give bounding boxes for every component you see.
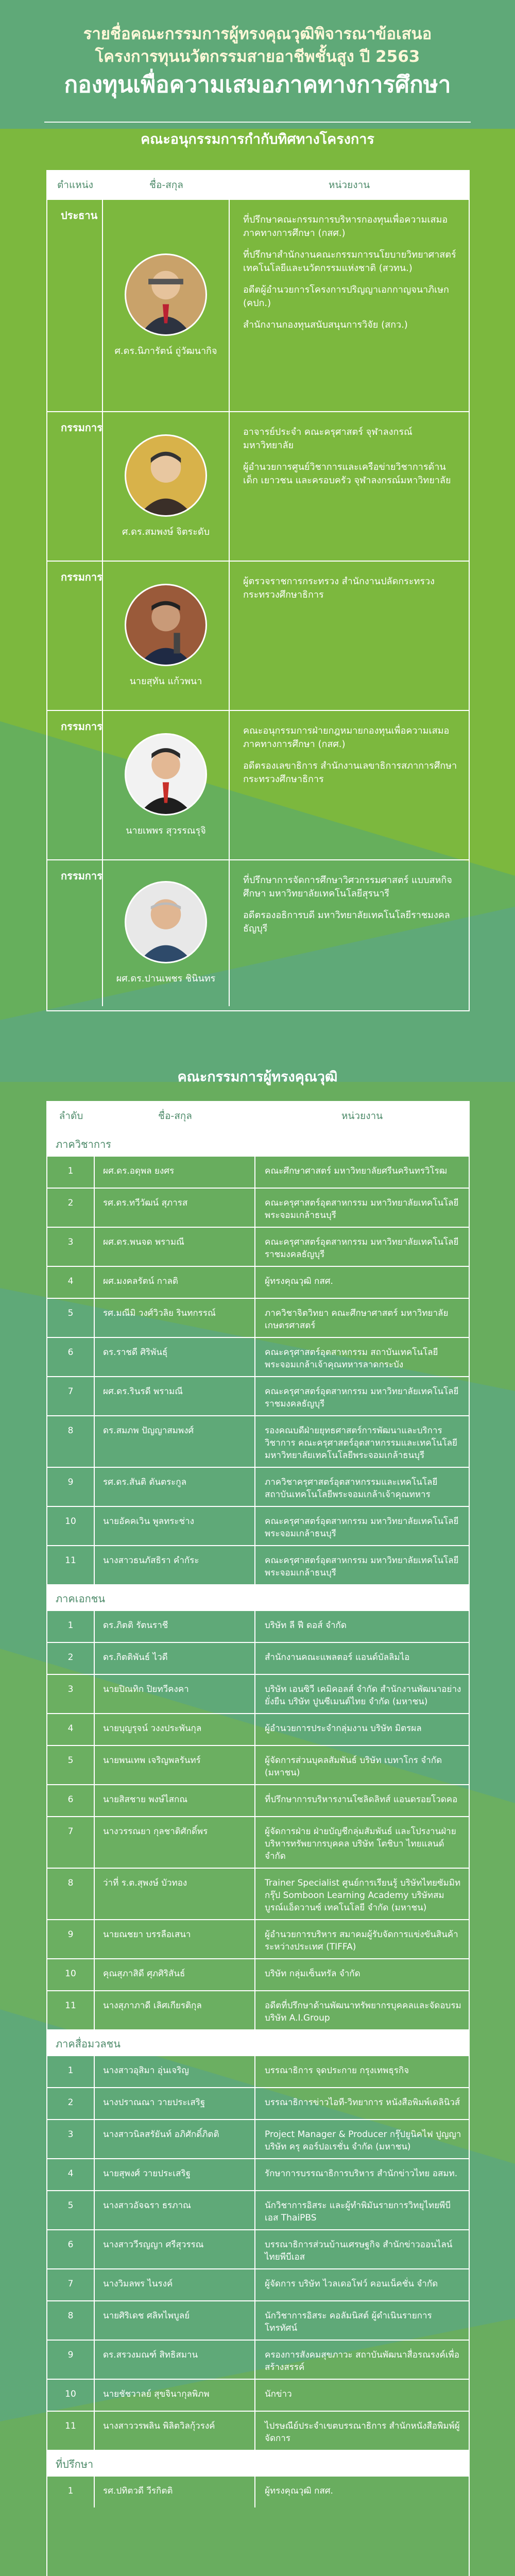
- member-name: นายสิสชาย พงษ์ไสกณ: [95, 1785, 255, 1816]
- section2-title: คณะกรรมการผู้ทรงคุณวุฒิ: [177, 1069, 338, 1085]
- expert-committee-table: [46, 1101, 470, 2576]
- member-org: Project Manager & Producer กรุ๊ปยูนิคไฟ ปูญญา บริษัท ครุ คอร์ปอเรชั่น จำกัด (มหาชน): [265, 2129, 461, 2152]
- member-org: ผู้อำนวยการประจำกลุ่มงาน บริษัท มิตรผล: [265, 1723, 422, 1734]
- avatar: [125, 584, 207, 666]
- table-row: [47, 199, 469, 411]
- avatar: [125, 881, 207, 963]
- org-cell: [230, 860, 469, 1006]
- row-number: 4: [47, 1714, 95, 1745]
- person-name: นายสุทัน แก้วพนา: [129, 675, 202, 687]
- table-row: [47, 2340, 469, 2379]
- member-org: คณะครุศาสตร์อุตสาหกรรม มหาวิทยาลัยเทคโนโลยีราชมงคลธัญบุรี: [265, 1237, 459, 1260]
- member-name: ผศ.ดร.รินรดี พรามณี: [95, 1377, 255, 1415]
- person-cell: [103, 860, 230, 1006]
- member-name: ว่าที่ ร.ต.สุพงษ์ บัวทอง: [95, 1869, 255, 1919]
- table-row: [47, 1868, 469, 1919]
- member-name: รศ.ปทิตวดี วีรกิตติ: [95, 2477, 255, 2507]
- table-row: [47, 2268, 469, 2300]
- member-name: ดร.ภิตติ รัตนราชี: [95, 1611, 255, 1642]
- col-position-header: ตำแหน่ง: [57, 179, 94, 191]
- table-row: [47, 2379, 469, 2411]
- table-row: [47, 2158, 469, 2190]
- table-row: [47, 1610, 469, 1642]
- member-name: ดร.ราชดี ศิริพันธุ์: [95, 1338, 255, 1376]
- row-number: 6: [47, 2230, 95, 2268]
- org-line: ผู้อำนวยการศูนย์วิชาการและเครือข่ายวิชาการด้านเด็ก เยาวชน และครอบครัว จุฬาลงกรณ์มหาวิทยาลัย: [243, 462, 451, 486]
- member-name: นายบุญรุจน์ วงงประพันกุล: [95, 1714, 255, 1745]
- org-cell: [230, 412, 469, 561]
- table-row: [47, 2119, 469, 2158]
- person-name: ศ.ดร.นิภารัตน์ ถู่วัฒนากิจ: [114, 345, 217, 357]
- table-row: [47, 1337, 469, 1376]
- org-line: อดีตรองเลขาธิการ สำนักงานเลขาธิการสภาการศึกษา กระทรวงศึกษาธิการ: [243, 760, 457, 785]
- member-org: คณะครุศาสตร์อุตสาหกรรม มหาวิทยาลัยเทคโนโลยีพระจอมเกล้าธนบุรี: [265, 1555, 459, 1578]
- table-row: [47, 2229, 469, 2268]
- member-name: รศ.ดร.สันติ ตันตระกูล: [95, 1468, 255, 1506]
- member-org: คณะครุศาสตร์อุตสาหกรรม มหาวิทยาลัยเทคโนโลยีราชมงคลธัญบุรี: [265, 1386, 459, 1409]
- header-line-2: โครงการทุนนวัตกรรมสายอาชีพชั้นสูง ปี 2563: [95, 47, 420, 66]
- org-line: คณะอนุกรรมการฝ่ายกฎหมายกองทุนเพื่อความเสมอภาคทางการศึกษา (กสศ.): [243, 725, 450, 750]
- table-row: [47, 2055, 469, 2087]
- member-org: อดีตที่ปรึกษาด้านพัฒนาทรัพยากรบุคคลและจัดอบรม บริษัท A.I.Group: [265, 2001, 461, 2023]
- row-number: 2: [47, 1189, 95, 1227]
- row-number: 1: [47, 2477, 95, 2507]
- table-row: [47, 1919, 469, 1958]
- page-header: [0, 0, 515, 118]
- member-name: นางสาววรพลิน พิลิตวิลกุ้วรงค์: [95, 2412, 255, 2450]
- table-row: [47, 561, 469, 710]
- member-org: คณะครุศาสตร์อุตสาหกรรม มหาวิทยาลัยเทคโนโลยีพระจอมเกล้าธนบุรี: [265, 1516, 459, 1539]
- header-line-1: รายชื่อคณะกรรมการผู้ทรงคุณวุฒิพิจารณาข้อเสนอ: [83, 25, 432, 43]
- row-number: 3: [47, 2120, 95, 2158]
- row-number: 2: [47, 2088, 95, 2119]
- table-row: [47, 1713, 469, 1745]
- member-name: นายพนเทพ เจริญพลรันทร์: [95, 1746, 255, 1784]
- person-photo-icon: [126, 255, 205, 334]
- row-number: 10: [47, 1959, 95, 1990]
- group-header: ที่ปรึกษา: [47, 2450, 469, 2476]
- row-position: กรรมการ: [47, 562, 103, 710]
- col-no-header: ลำดับ: [59, 1110, 83, 1122]
- table-row: [47, 1958, 469, 1990]
- table-row: [47, 2087, 469, 2119]
- member-name: รศ.มณีมิ วงศ์วิวลิย รินทกรรณ์: [95, 1299, 255, 1337]
- table-row: [47, 1816, 469, 1868]
- member-name: นางสาวธนภัสธิรา คำกัระ: [95, 1546, 255, 1584]
- row-number: 5: [47, 2191, 95, 2229]
- table-body: [47, 1130, 469, 2507]
- table-row: [47, 2411, 469, 2450]
- member-name: นางสาวอัจฉรา ธรภาณ: [95, 2191, 255, 2229]
- table-row: [47, 1545, 469, 1584]
- avatar: [125, 733, 207, 816]
- row-number: 5: [47, 1746, 95, 1784]
- org-line: อดีตรองอธิการบดี มหาวิทยาลัยเทคโนโลยีราชมงคลธัญบุรี: [243, 910, 450, 934]
- row-number: 6: [47, 1338, 95, 1376]
- row-number: 11: [47, 1991, 95, 2029]
- table-row: [47, 2300, 469, 2340]
- person-name: นายเพพร สุวรรณรุจิ: [126, 825, 206, 836]
- table-row: [47, 1298, 469, 1337]
- row-position: ประธาน: [47, 200, 103, 411]
- table-row: [47, 1784, 469, 1816]
- member-name: นางปราณณา วายประเสริฐ: [95, 2088, 255, 2119]
- org-line: อดีตผู้อำนวยการโครงการปริญญาเอกกาญจนาภิเษก (คปก.): [243, 284, 449, 309]
- member-name: ดร.กิตติพันธ์ ไวดี: [95, 1643, 255, 1674]
- row-number: 5: [47, 1299, 95, 1337]
- person-name: ศ.ดร.สมพงษ์ จิตระดับ: [122, 526, 210, 537]
- member-org: สำนักงานคณะแพลตอร์ แอนด์บัลลิมไอ: [265, 1652, 410, 1663]
- row-position: กรรมการ: [47, 711, 103, 859]
- member-org: ผู้จัดการส่วนบุคลสัมพันธ์ บริษัท เบทาโกร จำกัด (มหาชน): [265, 1755, 442, 1778]
- member-name: ผศ.มงคลรัตน์ กาลติ: [95, 1267, 255, 1298]
- member-name: ผศ.ดร.อดุพล ยงศร: [95, 1157, 255, 1188]
- member-org: ผู้อำนวยการบริหาร สมาคมผู้รับจัดการแข่งขันสินค้าระหว่างประเทศ (TIFFA): [265, 1929, 458, 1952]
- member-org: นักวิชาการอิสระ คอลัมนิสต์ ผู้ดำเนินรายการโทรทัศน์: [265, 2311, 432, 2333]
- member-org: รักษาการบรรณาธิการบริหาร สำนักข่าวไทย อสมท.: [265, 2168, 458, 2179]
- org-cell: [230, 200, 469, 411]
- member-name: นางสาววีรญญา ศรีสุวรรณ: [95, 2230, 255, 2268]
- col-org-header: หน่วยงาน: [328, 179, 370, 191]
- table-row: [47, 1376, 469, 1415]
- group-header: ภาคสื่อมวลชน: [47, 2029, 469, 2055]
- member-name: รศ.ดร.ทวีวัฒน์ สุภารส: [95, 1189, 255, 1227]
- table-row: [47, 1990, 469, 2029]
- member-name: นางสาวนิลสรัยันท์ อภิศักดิ์ภิตติ: [95, 2120, 255, 2158]
- row-number: 11: [47, 2412, 95, 2450]
- member-org: ที่ปรึกษาการบริหารงานโซลิดลิทส์ แอนดรอยโวดคอ: [265, 1794, 458, 1805]
- person-cell: [103, 412, 230, 561]
- steering-committee-table: [46, 170, 470, 1011]
- row-number: 1: [47, 1157, 95, 1188]
- person-cell: [103, 200, 230, 411]
- member-org: บรรณาธิการส่วนบ้านเศรษฐกิจ สำนักข่าวออนไลน์ไทยพีบีเอส: [265, 2240, 453, 2262]
- org-line: ที่ปรึกษาคณะกรรมการบริหารกองทุนเพื่อความเสมอภาคทางการศึกษา (กสศ.): [243, 214, 448, 239]
- row-number: 8: [47, 1869, 95, 1919]
- member-org: Trainer Specialist ศูนย์การเรียนรู้ บริษัทไทยซัมมิทกรุ๊ป Somboon Learning Academy บริษัทสมบูรณ์แอ็ดวานซ์ เทคโนโลยี จำกัด (มหาชน): [265, 1878, 461, 1913]
- table-row: [47, 1506, 469, 1545]
- member-org: บรรณาธิการ จุดประกาย กรุงเทพธุรกิจ: [265, 2065, 409, 2076]
- avatar: [125, 434, 207, 517]
- row-number: 7: [47, 1817, 95, 1868]
- member-org: นักข่าว: [265, 2389, 292, 2399]
- table-row: [47, 1467, 469, 1506]
- group-header: ภาควิชาการ: [47, 1130, 469, 1156]
- member-org: บริษัท กลุ่มเซ็นทรัล จำกัด: [265, 1969, 360, 1979]
- table-row: [47, 1642, 469, 1674]
- member-name: นางวิมลพร ไนรงค์: [95, 2269, 255, 2300]
- member-name: ดร.สรวงมณฑ์ สิทธิสมาน: [95, 2341, 255, 2379]
- row-number: 10: [47, 2380, 95, 2411]
- header-title: กองทุนเพื่อความเสมอภาคทางการศึกษา: [64, 72, 451, 98]
- header-divider: [44, 122, 471, 123]
- person-photo-icon: [126, 883, 205, 962]
- member-name: นางสาวอุสิมา อุ่นเจริญ: [95, 2056, 255, 2087]
- row-number: 7: [47, 2269, 95, 2300]
- org-cell: [230, 711, 469, 859]
- member-org: บรรณาธิการข่าวไอที-วิทยาการ หนังสือพิมพ์เดลินิวส์: [265, 2097, 460, 2108]
- member-org: บริษัท ลี ฟี ดอส์ จำกัด: [265, 1620, 347, 1631]
- person-photo-icon: [126, 585, 205, 665]
- member-name: นางสุภาภาดี เลิศเกียรติกุล: [95, 1991, 255, 2029]
- table-row: [47, 1156, 469, 1188]
- member-org: คณะครุศาสตร์อุตสาหกรรม สถาบันเทคโนโลยีพระจอมเกล้าเจ้าคุณทหารลาดกระบัง: [265, 1347, 438, 1370]
- table-header: [47, 171, 469, 199]
- person-photo-icon: [126, 436, 205, 515]
- member-org: ผู้จัดการฝ่าย ฝ่ายบัญชีกลุ่มสัมพันธ์ และโปรงานฝ่ายบริหารทรัพยากรบุคคล บริษัท โตชิบา ไทยแลนด์ จำกัด: [265, 1826, 456, 1861]
- table-row: [47, 1674, 469, 1713]
- member-org: นักวิชาการอิสระ และผู้ทำพิมันรายการวิทยุไทยพีบีเอส ThaiPBS: [265, 2200, 451, 2223]
- table-row: [47, 859, 469, 1006]
- org-line: ผู้ตรวจราชการกระทรวง สำนักงานปลัดกระทรวง กระทรวงศึกษาธิการ: [243, 576, 435, 600]
- table-row: [47, 1188, 469, 1227]
- avatar: [125, 253, 207, 336]
- member-org: ผู้จัดการ บริษัท ไวลเดอโฟว์ คอนเน็คชั่น จำกัด: [265, 2279, 438, 2289]
- row-number: 6: [47, 1785, 95, 1816]
- row-number: 7: [47, 1377, 95, 1415]
- person-name: ผศ.ดร.ปานเพชร ชินินทร: [116, 973, 216, 984]
- row-number: 2: [47, 1643, 95, 1674]
- table-row: [47, 1415, 469, 1467]
- row-number: 8: [47, 1416, 95, 1467]
- member-name: นางวรรณยา กุลชาติศักดิ์พร: [95, 1817, 255, 1868]
- member-org: ไปรษณีย์ประจำเขตบรรณาธิการ สำนักหนังสือพิมพ์ผู้จัดการ: [265, 2421, 460, 2444]
- member-name: นายสุพงศ์ วายประเสริฐ: [95, 2159, 255, 2190]
- table-header: [47, 1102, 469, 1130]
- table-row: [47, 1745, 469, 1784]
- member-name: นายณชยา บรรลือเสนา: [95, 1920, 255, 1958]
- row-number: 9: [47, 1468, 95, 1506]
- member-org: ครองการสังคมสุขภาวะ สถาบันพัฒนาสื่อรณรงค์เพื่อสร้างสรรค์: [265, 2350, 459, 2372]
- person-cell: [103, 711, 230, 859]
- member-name: นายชัชวาลย์ สุขจินากุลพิภพ: [95, 2380, 255, 2411]
- member-org: คณะศึกษาศาสตร์ มหาวิทยาลัยศรีนครินทรวิโรฒ: [265, 1166, 448, 1176]
- person-cell: [103, 562, 230, 710]
- org-line: ที่ปรึกษาการจัดการศึกษาวิศวกรรมศาสตร์ แบบสหกิจศึกษา มหาวิทยาลัยเทคโนโลยีสุรนารี: [243, 875, 452, 899]
- row-position: กรรมการ: [47, 412, 103, 561]
- member-name: ผศ.ดร.พนจด พรามณี: [95, 1228, 255, 1266]
- group-header: ภาคเอกชน: [47, 1584, 469, 1610]
- member-org: บริษัท เอนซิวี เคมิคอลส์ จำกัด สำนักงานพัฒนาอย่างยั่งยืน บริษัท ปูนซีเมนต์ไทย จำกัด (มหาชน): [265, 1684, 461, 1707]
- col-name-header: ชื่อ-สกุล: [149, 179, 183, 191]
- org-line: ที่ปรึกษาสำนักงานคณะกรรมการนโยบายวิทยาศาสตร์ เทคโนโลยีและนวัตกรรมแห่งชาติ (สวทน.): [243, 249, 456, 274]
- row-number: 1: [47, 2056, 95, 2087]
- row-number: 8: [47, 2301, 95, 2340]
- member-name: นายปิณทิก ปิยทวีคงคา: [95, 1675, 255, 1713]
- row-number: 10: [47, 1507, 95, 1545]
- row-number: 9: [47, 1920, 95, 1958]
- col-name-header: ชื่อ-สกุล: [158, 1110, 192, 1122]
- table-row: [47, 710, 469, 859]
- org-cell: [230, 562, 469, 710]
- member-org: คณะครุศาสตร์อุตสาหกรรม มหาวิทยาลัยเทคโนโลยีพระจอมเกล้าธนบุรี: [265, 1198, 459, 1221]
- table-row: [47, 2190, 469, 2229]
- row-number: 3: [47, 1675, 95, 1713]
- table-row: [47, 2476, 469, 2507]
- row-position: กรรมการ: [47, 860, 103, 1006]
- person-photo-icon: [126, 735, 205, 814]
- row-number: 4: [47, 1267, 95, 1298]
- member-org: ผู้ทรงคุณวุฒิ กสศ.: [265, 2486, 333, 2496]
- member-name: ดร.สมภพ ปัญญาสมพงศ์: [95, 1416, 255, 1467]
- member-name: นายอัคคเวิน พูลทระช่าง: [95, 1507, 255, 1545]
- section1-title: คณะอนุกรรมการกำกับทิศทางโครงการ: [141, 131, 374, 147]
- table-row: [47, 411, 469, 561]
- row-number: 3: [47, 1228, 95, 1266]
- member-name: คุณสุภาสิดี ศุภศิริสันธ์: [95, 1959, 255, 1990]
- member-org: ผู้ทรงคุณวุฒิ กสศ.: [265, 1276, 333, 1286]
- member-org: ภาควิชาจิตวิทยา คณะศึกษาศาสตร์ มหาวิทยาลัยเกษตรศาสตร์: [265, 1308, 449, 1331]
- member-org: รองคณบดีฝ่ายยุทธศาสตร์การพัฒนาและบริการวิชาการ คณะครุศาสตร์อุตสาหกรรมและเทคโนโลยี มหาวิทยาลัยเทคโนโลยีพระจอมเกล้าธนบุรี: [265, 1426, 457, 1461]
- row-number: 4: [47, 2159, 95, 2190]
- member-org: ภาควิชาครุศาสตร์อุตสาหกรรมและเทคโนโลยี สถาบันเทคโนโลยีพระจอมเกล้าเจ้าคุณทหาร: [265, 1477, 438, 1500]
- row-number: 11: [47, 1546, 95, 1584]
- table-row: [47, 1266, 469, 1298]
- row-number: 1: [47, 1611, 95, 1642]
- org-line: สำนักงานกองทุนสนับสนุนการวิจัย (สกว.): [243, 319, 408, 330]
- row-number: 9: [47, 2341, 95, 2379]
- col-org-header: หน่วยงาน: [341, 1110, 383, 1122]
- table-row: [47, 1227, 469, 1266]
- member-name: นายศิริเดช ศลิทไพบูลย์: [95, 2301, 255, 2340]
- org-line: อาจารย์ประจำ คณะครุศาสตร์ จุฬาลงกรณ์มหาวิทยาลัย: [243, 427, 413, 451]
